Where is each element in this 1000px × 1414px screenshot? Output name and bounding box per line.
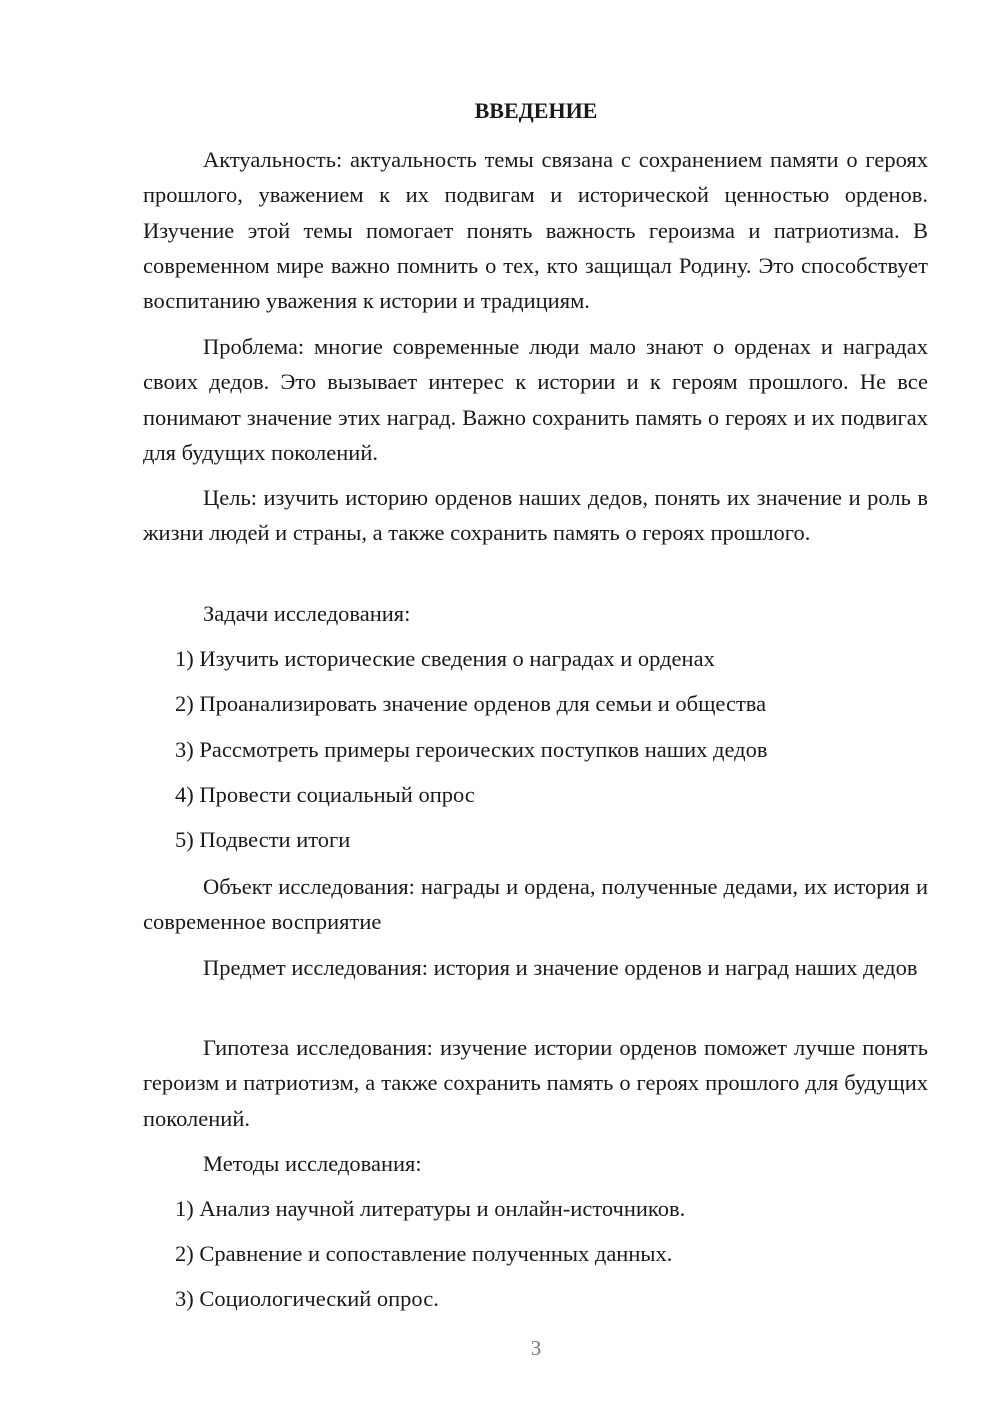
relevance-text: Актуальность: актуальность темы связана с сохранением памяти о героях прошлого, уважением к их подвигам и исторической ценностью орденов. Изучение этой темы помогает понять важность героизма и патриотизма. В современном мире важно помнить о тех, кто защищал Родину. Это способствует воспитанию уважения к истории и традициям. [143, 147, 928, 314]
method-item-3: 3) Социологический опрос. [175, 1286, 439, 1311]
goal-text: Цель: изучить историю орденов наших дедов, понять их значение и роль в жизни людей и страны, а также сохранить память о героях прошлого. [143, 485, 928, 546]
problem-paragraph [143, 329, 928, 470]
subject-paragraph [143, 950, 928, 985]
section-heading: ВВЕДЕНИЕ [474, 98, 598, 123]
relevance-paragraph [143, 142, 928, 318]
task-item-3: 3) Рассмотреть примеры героических поступков наших дедов [175, 737, 768, 762]
hypothesis-text: Гипотеза исследования: изучение истории орденов поможет лучше понять героизм и патриотизм, а также сохранить память о героях прошлого для будущих поколений. [143, 1035, 928, 1131]
task-item-2: 2) Проанализировать значение орденов для семьи и общества [175, 691, 767, 716]
object-paragraph [143, 869, 928, 940]
object-text: Объект исследования: награды и ордена, полученные дедами, их история и современное восприятие [143, 874, 928, 935]
tasks-heading: Задачи исследования: [203, 601, 411, 626]
problem-text: Проблема: многие современные люди мало знают о орденах и наградах своих дедов. Это вызывает интерес к истории и к героям прошлого. Не все понимают значение этих наград. Важно сохранить память о героях и их подвигах для будущих поколений. [143, 334, 928, 465]
task-item-4: 4) Провести социальный опрос [175, 782, 475, 807]
methods-heading: Методы исследования: [203, 1151, 422, 1176]
goal-paragraph [143, 480, 928, 551]
method-item-2: 2) Сравнение и сопоставление полученных данных. [175, 1241, 673, 1266]
task-item-1: 1) Изучить исторические сведения о наградах и орденах [175, 646, 715, 671]
task-item-5: 5) Подвести итоги [175, 827, 351, 852]
hypothesis-paragraph [143, 1030, 928, 1136]
method-item-1: 1) Анализ научной литературы и онлайн-источников. [175, 1196, 686, 1221]
page-number: 3 [530, 1336, 542, 1360]
subject-text: Предмет исследования: история и значение орденов и наград наших дедов [203, 955, 918, 980]
